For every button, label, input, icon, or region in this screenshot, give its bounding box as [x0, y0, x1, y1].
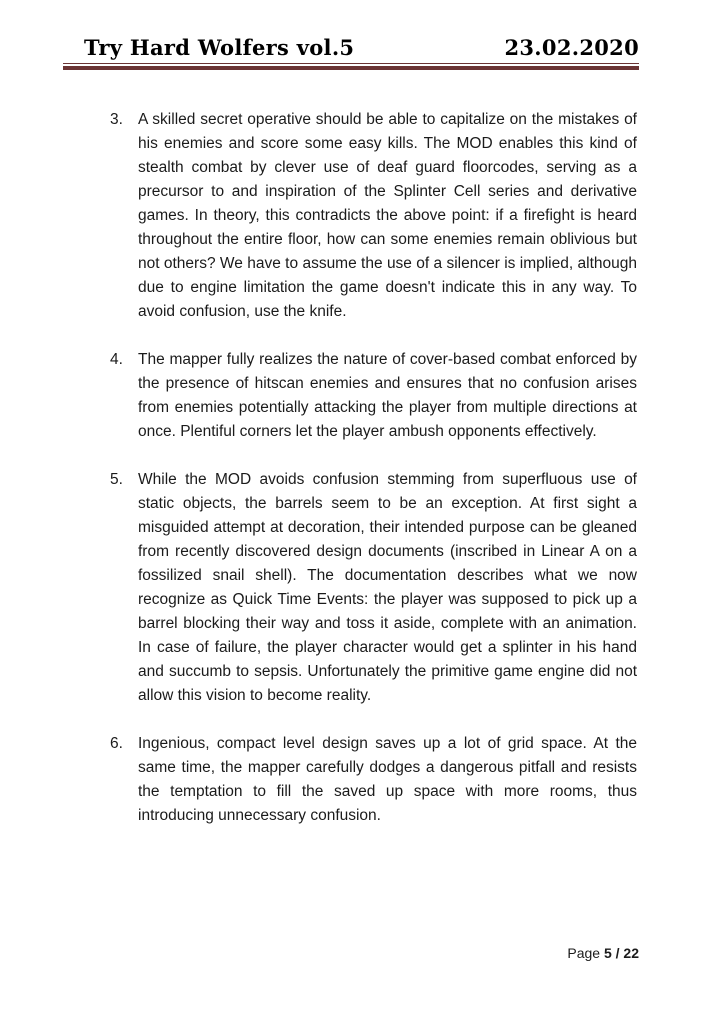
- list-item: [110, 108, 637, 324]
- header-title: Try Hard Wolfers vol.5: [84, 35, 355, 60]
- list-item-number: 6.: [110, 735, 123, 752]
- page-footer: [567, 944, 639, 962]
- page-number-label: Page: [567, 945, 601, 961]
- list-item: [110, 468, 637, 708]
- list-item: [110, 732, 637, 828]
- list-item-number: 5.: [110, 471, 123, 488]
- list-item-text: While the MOD avoids confusion stemming from superfluous use of static objects, the barrels seem to be an exception. At first sight a misguided attempt at decoration, their intended purpose can be gleaned from recently discovered design documents (inscribed in Linear A on a fossilized snail shell). The documentation describes what we now recognize as Quick Time Events: the player was supposed to pick up a barrel blocking their way and toss it aside, complete with an animation. In case of failure, the player character would get a splinter in his hand and succumb to sepsis. Unfortunately the primitive game engine did not allow this vision to become reality.: [138, 471, 637, 704]
- list-item-number: 4.: [110, 351, 123, 368]
- list-item-text: Ingenious, compact level design saves up a lot of grid space. At the same time, the mapper carefully dodges a dangerous pitfall and resists the temptation to fill the saved up space with more rooms, thus introducing unnecessary confusion.: [138, 735, 637, 824]
- page-number-separator: /: [615, 945, 620, 961]
- list-item-text: A skilled secret operative should be able to capitalize on the mistakes of his enemies and score some easy kills. The MOD enables this kind of stealth combat by clever use of deaf guard floorcodes, serving as a precursor to and inspiration of the Splinter Cell series and derivative games. In theory, this contradicts the above point: if a firefight is heard throughout the entire floor, how can some enemies remain oblivious but not others? We have to assume the use of a silencer is implied, although due to engine limitation the game doesn't indicate this in any way. To avoid confusion, use the knife.: [138, 111, 637, 320]
- list-item-text: The mapper fully realizes the nature of cover-based combat enforced by the presence of hitscan enemies and ensures that no confusion arises from enemies potentially attacking the player from multiple directions at once. Plentiful corners let the player ambush opponents effectively.: [138, 351, 637, 440]
- header-rule-thin-line: [63, 63, 639, 64]
- list-item-number: 3.: [110, 111, 123, 128]
- document-body: [110, 108, 637, 828]
- page-number-total: 22: [623, 945, 639, 961]
- numbered-list: [110, 108, 637, 828]
- page-header: [63, 34, 639, 70]
- header-date: 23.02.2020: [504, 35, 639, 60]
- list-item: [110, 348, 637, 444]
- header-row: [63, 34, 639, 61]
- header-rule: [63, 63, 639, 70]
- header-rule-thick-line: [63, 66, 639, 70]
- page-number-current: 5: [603, 945, 612, 961]
